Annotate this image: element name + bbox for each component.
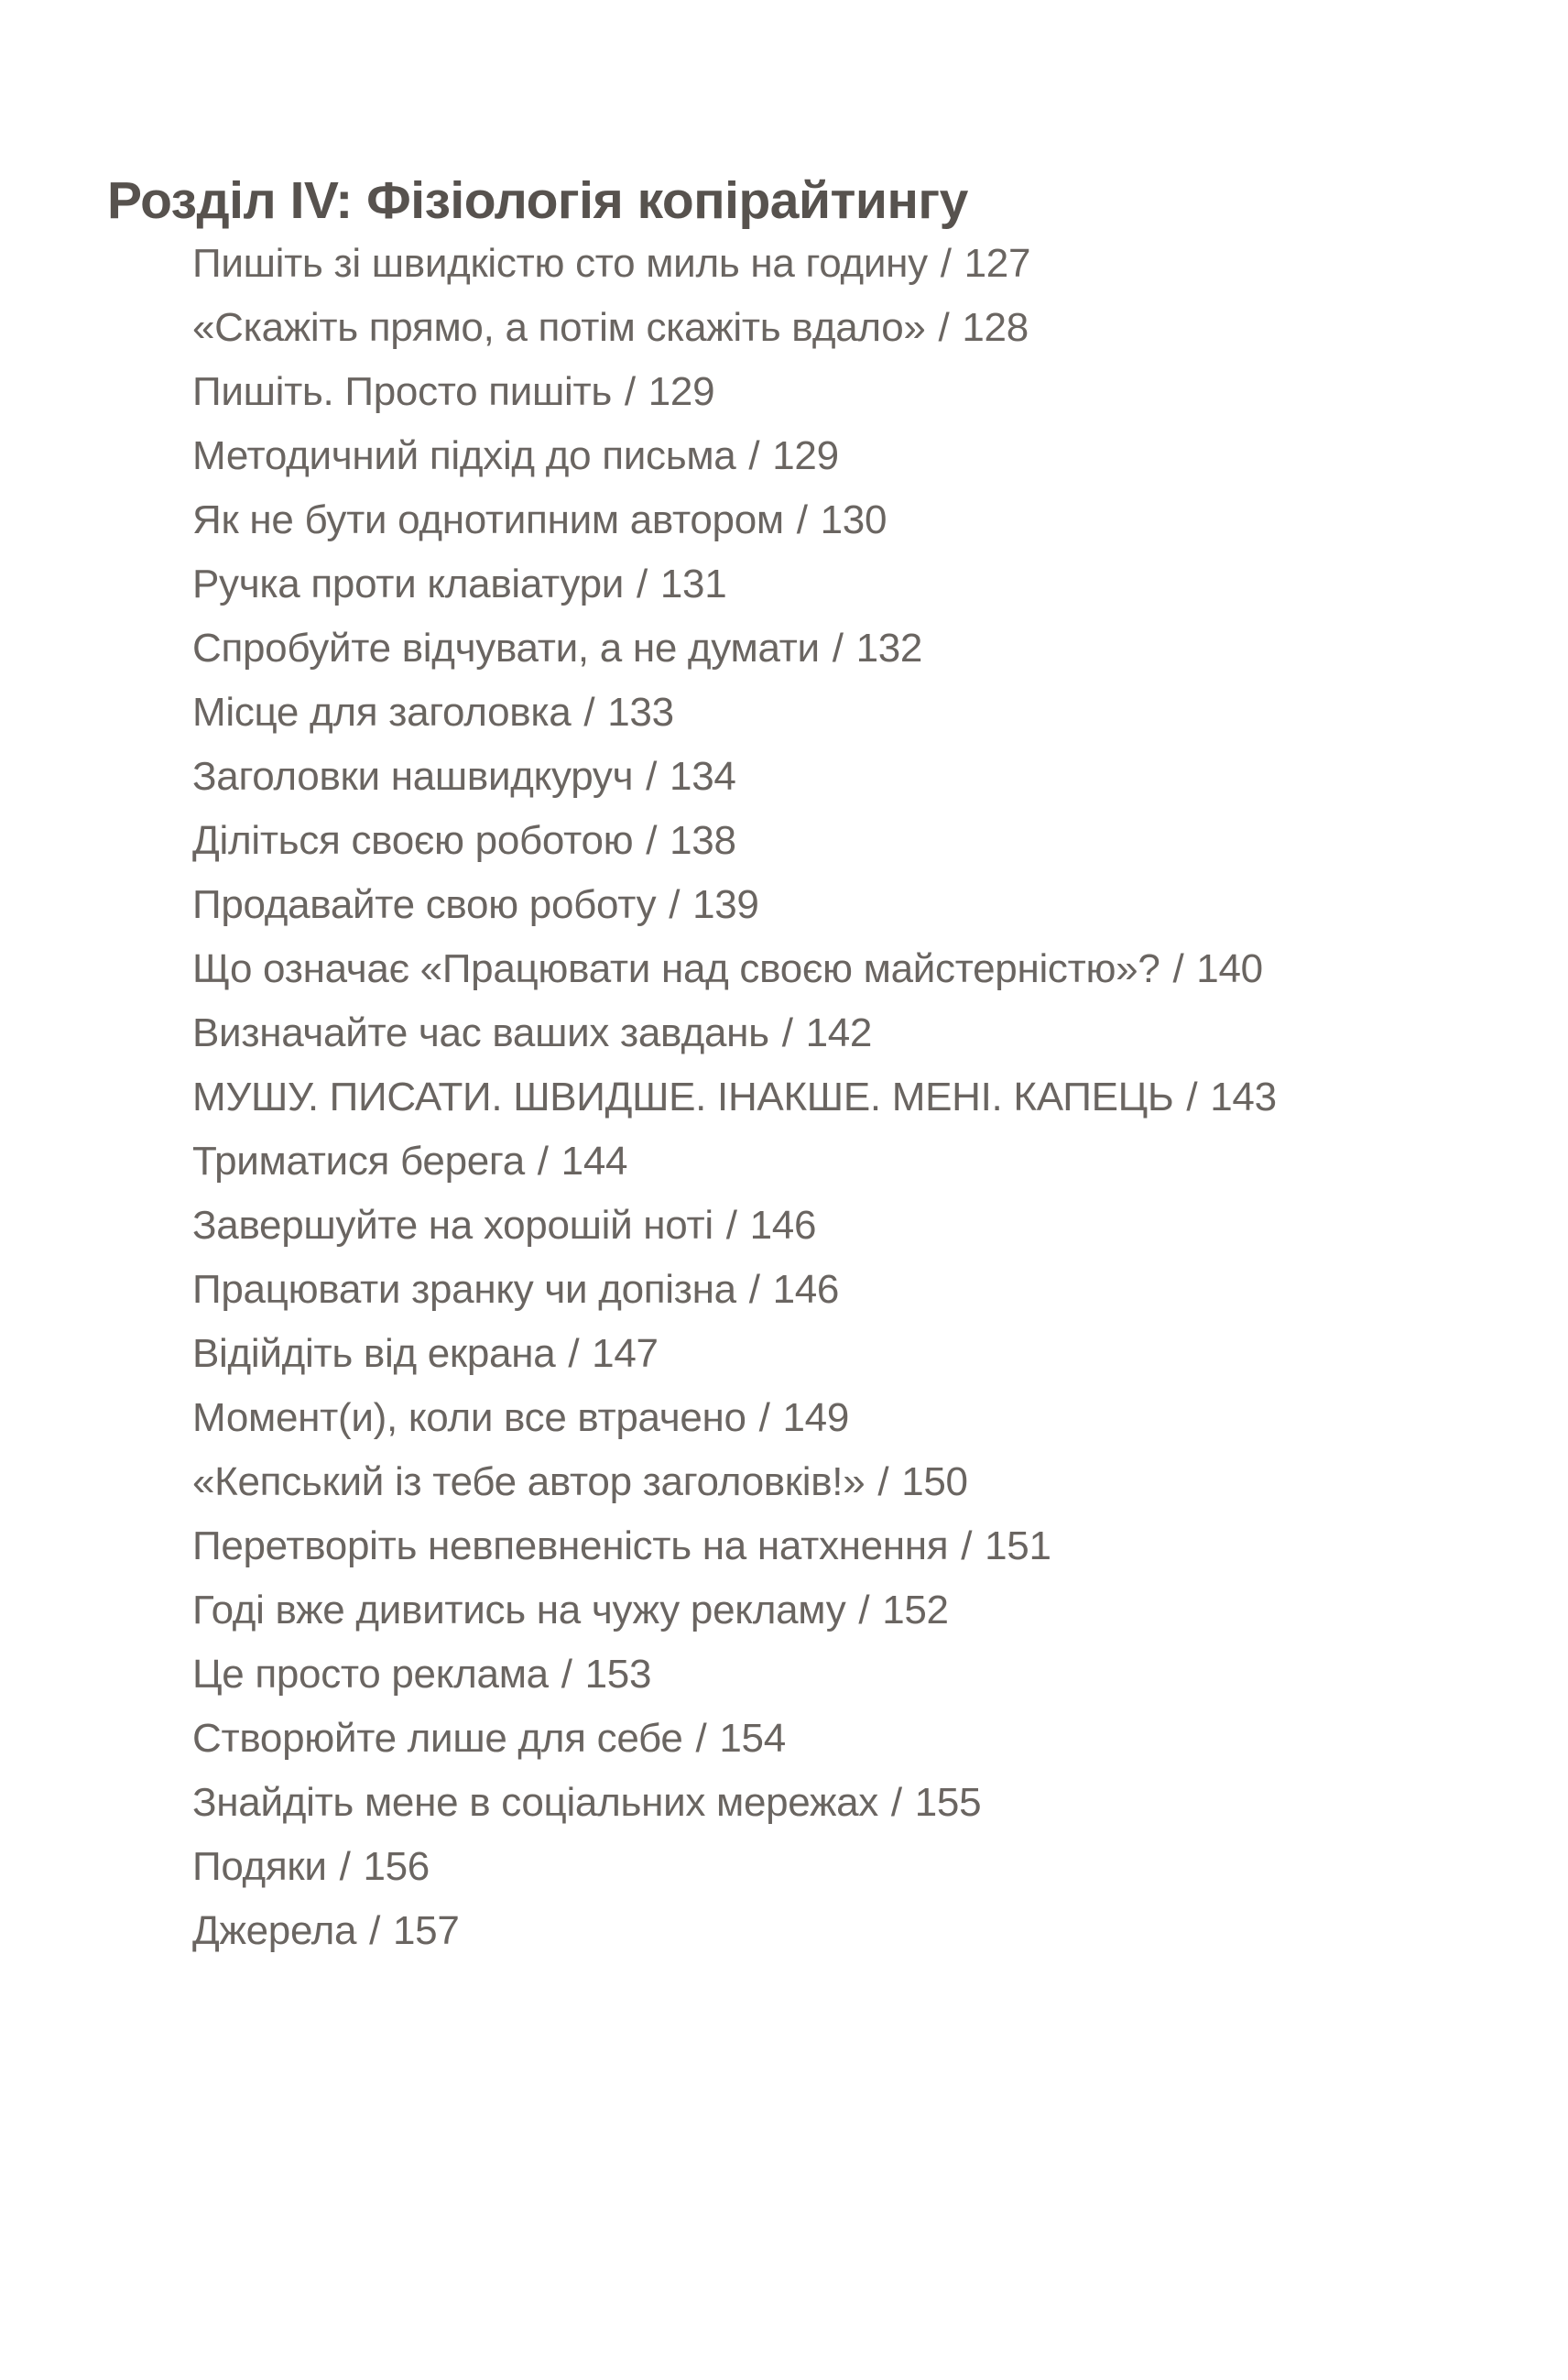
toc-entry-title: Що означає «Працювати над своєю майстерністю»? bbox=[192, 946, 1160, 991]
toc-entry bbox=[192, 1322, 1568, 1386]
toc-entry-separator: / bbox=[572, 690, 606, 735]
toc-entry-title: Заголовки нашвидкуруч bbox=[192, 754, 634, 799]
toc-entry-title: Спробуйте відчувати, а не думати bbox=[192, 626, 820, 671]
toc-entry-title: «Кепський із тебе автор заголовків!» bbox=[192, 1459, 866, 1504]
toc-entry-separator: / bbox=[785, 497, 819, 542]
chapter-heading: Розділ IV: Фізіологія копірайтингу bbox=[107, 171, 968, 230]
toc-entry-title: Це просто реклама bbox=[192, 1652, 549, 1697]
toc-entry bbox=[192, 809, 1568, 873]
toc-entry bbox=[192, 1194, 1568, 1258]
toc-entry bbox=[192, 296, 1568, 360]
toc-entry-title: Перетворіть невпевненість на натхнення bbox=[192, 1523, 949, 1568]
toc-entry bbox=[192, 1514, 1568, 1578]
toc-entry-separator: / bbox=[737, 1267, 771, 1312]
toc-entry-separator: / bbox=[927, 305, 961, 350]
toc-entry-page: 127 bbox=[964, 241, 1031, 286]
toc-entry-page: 130 bbox=[820, 497, 887, 542]
toc-entry-separator: / bbox=[950, 1523, 984, 1568]
toc-entry-page: 157 bbox=[393, 1908, 460, 1953]
toc-entry-separator: / bbox=[550, 1652, 583, 1697]
toc-entry-separator: / bbox=[737, 433, 771, 478]
toc-entry-separator: / bbox=[684, 1716, 718, 1761]
toc-entry-title: Відійдіть від екрана bbox=[192, 1331, 556, 1376]
toc-entry-title: Момент(и), коли все втрачено bbox=[192, 1395, 746, 1440]
toc-entry-title: МУШУ. ПИСАТИ. ШВИДШЕ. ІНАКШЕ. МЕНІ. КАПЕЦЬ bbox=[192, 1075, 1174, 1119]
toc-entry-page: 155 bbox=[914, 1780, 982, 1825]
toc-entry-separator: / bbox=[526, 1139, 560, 1184]
toc-entry bbox=[192, 873, 1568, 937]
toc-entry-page: 132 bbox=[855, 626, 923, 671]
toc-entry bbox=[192, 1130, 1568, 1194]
toc-entry-page: 140 bbox=[1196, 946, 1263, 991]
toc-entry bbox=[192, 232, 1568, 296]
toc-entry-title: Пишіть зі швидкістю сто миль на годину bbox=[192, 241, 928, 286]
toc-entry bbox=[192, 1386, 1568, 1450]
toc-entry bbox=[192, 360, 1568, 424]
toc-entry-page: 156 bbox=[363, 1844, 430, 1889]
toc-entry-page: 129 bbox=[772, 433, 839, 478]
toc-entry-page: 147 bbox=[592, 1331, 659, 1376]
toc-entry-page: 154 bbox=[719, 1716, 786, 1761]
toc-list bbox=[0, 232, 1568, 1963]
toc-entry-page: 152 bbox=[882, 1588, 949, 1632]
toc-entry-title: «Скажіть прямо, а потім скажіть вдало» bbox=[192, 305, 926, 350]
toc-entry-page: 138 bbox=[670, 818, 736, 863]
toc-entry-title: Місце для заголовка bbox=[192, 690, 572, 735]
toc-entry bbox=[192, 1707, 1568, 1771]
toc-entry-title: Знайдіть мене в соціальних мережах bbox=[192, 1780, 878, 1825]
toc-entry-title: Годі вже дивитись на чужу рекламу bbox=[192, 1588, 846, 1632]
toc-entry-separator: / bbox=[557, 1331, 591, 1376]
toc-entry-separator: / bbox=[358, 1908, 392, 1953]
toc-entry-separator: / bbox=[821, 626, 855, 671]
toc-entry-separator: / bbox=[1161, 946, 1195, 991]
toc-entry-page: 144 bbox=[561, 1139, 628, 1184]
toc-entry bbox=[192, 1578, 1568, 1643]
toc-entry-separator: / bbox=[328, 1844, 362, 1889]
toc-entry-title: Ручка проти клавіатури bbox=[192, 562, 625, 606]
toc-entry-separator: / bbox=[658, 882, 691, 927]
toc-entry-page: 133 bbox=[607, 690, 674, 735]
toc-entry-page: 149 bbox=[782, 1395, 850, 1440]
toc-entry-title: Пишіть. Просто пишіть bbox=[192, 369, 612, 414]
toc-entry-title: Діліться своєю роботою bbox=[192, 818, 634, 863]
toc-entry-separator: / bbox=[770, 1010, 804, 1055]
toc-entry bbox=[192, 1258, 1568, 1322]
toc-entry bbox=[192, 1899, 1568, 1963]
toc-entry-page: 128 bbox=[962, 305, 1029, 350]
toc-entry-separator: / bbox=[635, 754, 669, 799]
toc-entry-page: 146 bbox=[749, 1203, 817, 1248]
toc-entry-title: Джерела bbox=[192, 1908, 357, 1953]
toc-entry-separator: / bbox=[714, 1203, 748, 1248]
toc-entry-page: 129 bbox=[648, 369, 715, 414]
toc-entry-title: Створюйте лише для себе bbox=[192, 1716, 683, 1761]
toc-entry-page: 151 bbox=[985, 1523, 1051, 1568]
toc-entry-page: 139 bbox=[692, 882, 759, 927]
toc-entry-separator: / bbox=[847, 1588, 881, 1632]
toc-entry-page: 143 bbox=[1210, 1075, 1277, 1119]
toc-entry bbox=[192, 681, 1568, 745]
toc-entry-separator: / bbox=[635, 818, 669, 863]
toc-entry bbox=[192, 488, 1568, 552]
toc-entry-separator: / bbox=[929, 241, 963, 286]
toc-entry-page: 134 bbox=[670, 754, 736, 799]
toc-entry bbox=[192, 1065, 1568, 1130]
toc-entry-page: 153 bbox=[584, 1652, 652, 1697]
toc-entry bbox=[192, 745, 1568, 809]
toc-entry-separator: / bbox=[879, 1780, 913, 1825]
toc-entry-page: 150 bbox=[901, 1459, 968, 1504]
toc-entry-separator: / bbox=[866, 1459, 900, 1504]
toc-entry-page: 131 bbox=[659, 562, 727, 606]
toc-entry-title: Продавайте свою роботу bbox=[192, 882, 657, 927]
toc-entry bbox=[192, 1450, 1568, 1514]
toc-entry-title: Триматися берега bbox=[192, 1139, 525, 1184]
toc-entry bbox=[192, 1771, 1568, 1835]
toc-entry-separator: / bbox=[747, 1395, 781, 1440]
toc-entry bbox=[192, 937, 1568, 1001]
toc-entry bbox=[192, 1001, 1568, 1065]
toc-entry-title: Працювати зранку чи допізна bbox=[192, 1267, 736, 1312]
toc-entry-separator: / bbox=[626, 562, 659, 606]
toc-entry-separator: / bbox=[1175, 1075, 1209, 1119]
toc-entry-page: 146 bbox=[772, 1267, 840, 1312]
toc-entry bbox=[192, 1643, 1568, 1707]
toc-entry-page: 142 bbox=[805, 1010, 873, 1055]
toc-entry-title: Методичний підхід до письма bbox=[192, 433, 736, 478]
toc-entry-title: Як не бути однотипним автором bbox=[192, 497, 784, 542]
toc-entry bbox=[192, 617, 1568, 681]
toc-entry bbox=[192, 1835, 1568, 1899]
toc-entry-title: Завершуйте на хорошій ноті bbox=[192, 1203, 713, 1248]
toc-entry bbox=[192, 424, 1568, 488]
toc-entry-separator: / bbox=[613, 369, 647, 414]
toc-entry bbox=[192, 552, 1568, 617]
toc-entry-title: Подяки bbox=[192, 1844, 327, 1889]
toc-entry-title: Визначайте час ваших завдань bbox=[192, 1010, 769, 1055]
